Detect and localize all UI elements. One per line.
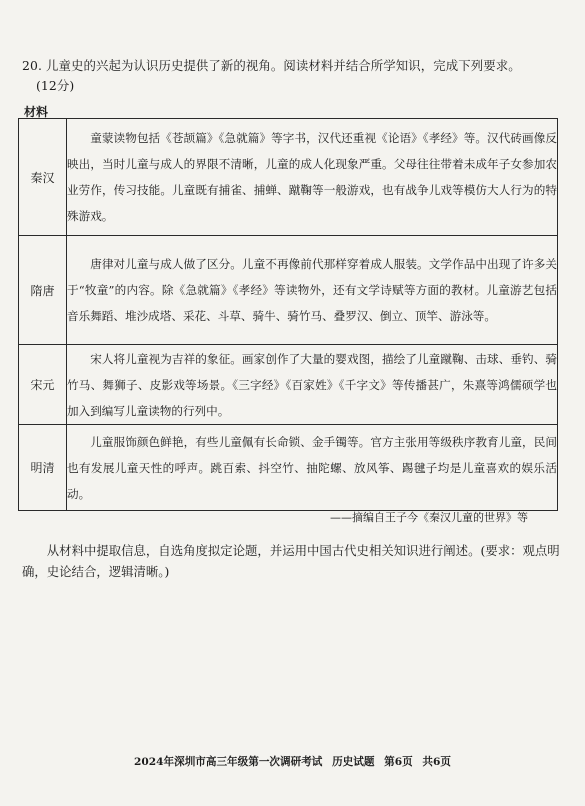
table-row [19,345,558,425]
question-header [22,56,570,96]
content-cell [67,236,558,345]
material-table [18,118,558,511]
page-footer: 2024年深圳市高三年级第一次调研考试 历史试题 第6页 共6页 [134,756,451,768]
era-cell: 秦汉 [19,119,67,236]
content-text: 宋人将儿童视为吉祥的象征。画家创作了大量的婴戏图，描绘了儿童蹴鞠、击球、垂钓、骑竹马、舞狮子、皮影戏等场景。《三字经》《百家姓》《千字文》等传播甚广，朱熹等鸿儒硕学也加入到编写儿童读物的行列中。 [67,351,557,418]
task-prompt [22,540,562,582]
era-cell: 宋元 [19,345,67,425]
content-cell [67,345,558,425]
content-text: 童蒙读物包括《苍颉篇》《急就篇》等字书，汉代还重视《论语》《孝经》等。汉代砖画像反映出，当时儿童与成人的界限不清晰，儿童的成人化现象严重。父母往往带着未成年子女参加农业劳作，传习技能。儿童既有捕雀、捕蝉、蹴鞠等一般游戏，也有战争儿戏等模仿大人行为的特殊游戏。 [67,131,557,223]
table-row [19,425,558,511]
era-cell: 明清 [19,425,67,511]
source-citation: ——摘编自王子今《秦汉儿童的世界》等 [330,511,528,524]
question-score: (12分) [36,78,75,93]
question-stem: 20. 儿童史的兴起为认识历史提供了新的视角。阅读材料并结合所学知识，完成下列要求。 [22,58,521,73]
content-text: 唐律对儿童与成人做了区分。儿童不再像前代那样穿着成人服装。文学作品中出现了许多关于“牧童”的内容。除《急就篇》《孝经》等读物外，还有文学诗赋等方面的教材。儿童游艺包括音乐舞蹈、堆沙成塔、采花、斗草、骑牛、骑竹马、叠罗汉、倒立、顶竿、游泳等。 [67,257,557,323]
table-row [19,236,558,345]
content-cell [67,425,558,511]
table-row [19,119,558,236]
content-cell [67,119,558,236]
content-text: 儿童服饰颜色鲜艳，有些儿童佩有长命锁、金手镯等。官方主张用等级秩序教育儿童，民间也有发展儿童天性的呼声。跳百索、抖空竹、抽陀螺、放风筝、踢毽子均是儿童喜欢的娱乐活动。 [67,434,557,501]
material-label: 材料 [24,105,49,119]
task-prompt-text: 从材料中提取信息，自选角度拟定论题，并运用中国古代史相关知识进行阐述。(要求：观点明确，史论结合，逻辑清晰。) [22,543,560,579]
era-cell: 隋唐 [19,236,67,345]
